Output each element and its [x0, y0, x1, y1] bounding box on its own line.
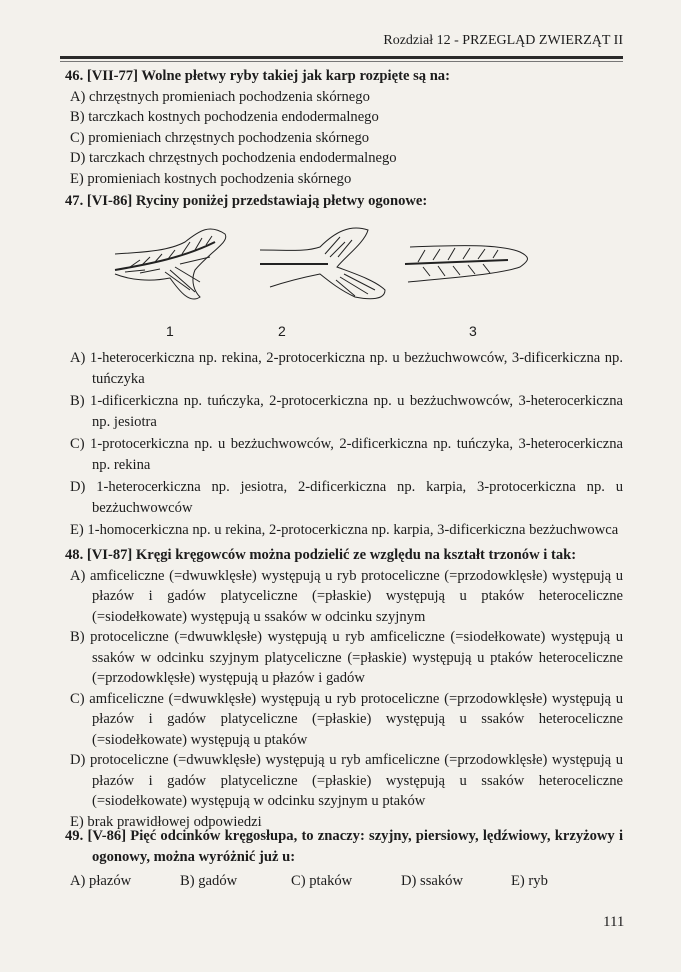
- question-title: 46. [VII-77] Wolne płetwy ryby takiej jak karp rozpięte są na:: [65, 68, 450, 84]
- option-a: A) amficeliczne (=dwuwklęsłe) występują u ryb protoceliczne (=przodowklęsłe) występują u płazów i gadów platyceliczne (=płaskie) występują u ptaków heteroceliczne (=siodełkowate) występują u ssaków w odcinku szyjnym: [70, 567, 623, 625]
- option-d: D) protoceliczne (=dwuwklęsłe) występują u ryb amficeliczne (=przodowklęsłe) występują u płazów i gadów platyceliczne (=płaskie) występują u ssaków heteroceliczne (=siodełkowate) występują w odcinku szyjnym u ptaków: [70, 752, 623, 809]
- question-48: [65, 545, 623, 832]
- figure-label-2: 2: [278, 323, 286, 339]
- option-e: E) promieniach kostnych pochodzenia skórnego: [70, 170, 352, 187]
- option-a: A) płazów: [70, 873, 132, 889]
- option-a: A) chrzęstnych promieniach pochodzenia skórnego: [70, 88, 370, 105]
- heterocercal-tail-drawing: [115, 229, 226, 299]
- option-d: D) ssaków: [401, 873, 464, 889]
- options-row: [65, 871, 623, 892]
- option-d: D) 1-heterocerkiczna np. jesiotra, 2-dificerkiczna np. karpia, 3-protocerkiczna np. u bezżuchwowców: [70, 479, 623, 516]
- protocercal-tail-drawing: [260, 228, 385, 299]
- option-e: E) 1-homocerkiczna np. u rekina, 2-protocerkiczna np. karpia, 3-dificerkiczna bezżuchwowca: [70, 522, 619, 538]
- chapter-header: Rozdział 12 - PRZEGLĄD ZWIERZĄT II: [383, 33, 623, 48]
- page-number: 111: [603, 914, 625, 930]
- option-b: B) gadów: [180, 873, 238, 889]
- question-title: 49. [V-86] Pięć odcinków kręgosłupa, to znaczy: szyjny, piersiowy, lędźwiowy, krzyżowy i ogonowy, można wyróżnić już u:: [65, 828, 623, 865]
- option-c: C) amficeliczne (=dwuwklęsłe) występują u ryb protoceliczne (=przodowklęsłe) występują u płazów i gadów platyceliczne (=płaskie) występują u ssaków heteroceliczne (=siodełkowate) występują u ptaków: [70, 690, 623, 748]
- option-d: D) tarczkach chrzęstnych pochodzenia endodermalnego: [70, 150, 397, 166]
- figure-label-3: 3: [469, 323, 477, 339]
- question-title: 48. [VI-87] Kręgi kręgowców można podzielić ze względu na kształt trzonów i tak:: [65, 547, 577, 563]
- option-a: A) 1-heterocerkiczna np. rekina, 2-protocerkiczna np. u bezżuchwowców, 3-dificerkiczna np. tuńczyka: [70, 350, 623, 387]
- header-rule-thin: [60, 61, 623, 62]
- option-c: C) ptaków: [291, 873, 353, 889]
- question-47: [65, 191, 623, 212]
- option-c: C) 1-protocerkiczna np. u bezżuchwowców, 2-dificerkiczna np. tuńczyka, 3-heterocerkiczna np. rekina: [70, 436, 623, 473]
- question-46: [65, 66, 623, 189]
- figure-label-1: 1: [166, 323, 174, 339]
- question-47-options: [65, 348, 623, 541]
- header-rule: [60, 56, 623, 59]
- option-c: C) promieniach chrzęstnych pochodzenia skórnego: [70, 129, 370, 146]
- option-e: E) ryb: [511, 873, 548, 889]
- question-title: 47. [VI-86] Ryciny poniżej przedstawiają płetwy ogonowe:: [65, 193, 428, 209]
- option-e: E) brak prawidłowej odpowiedzi: [70, 813, 262, 830]
- diphycercal-tail-drawing: [405, 246, 528, 282]
- option-b: B) 1-dificerkiczna np. tuńczyka, 2-protocerkiczna np. u bezżuchwowców, 3-heterocerkiczna np. jesiotra: [70, 393, 623, 430]
- question-49: [65, 826, 623, 892]
- option-b: B) protoceliczne (=dwuwklęsłe) występują u ryb amficeliczne (=siodełkowate) występują u ssaków w odcinku szyjnym platyceliczne (=płaskie) występują u ptaków heteroceliczne (=przodowklęsłe) występują u płazów i gadów: [70, 629, 623, 686]
- option-b: B) tarczkach kostnych pochodzenia endodermalnego: [70, 109, 379, 125]
